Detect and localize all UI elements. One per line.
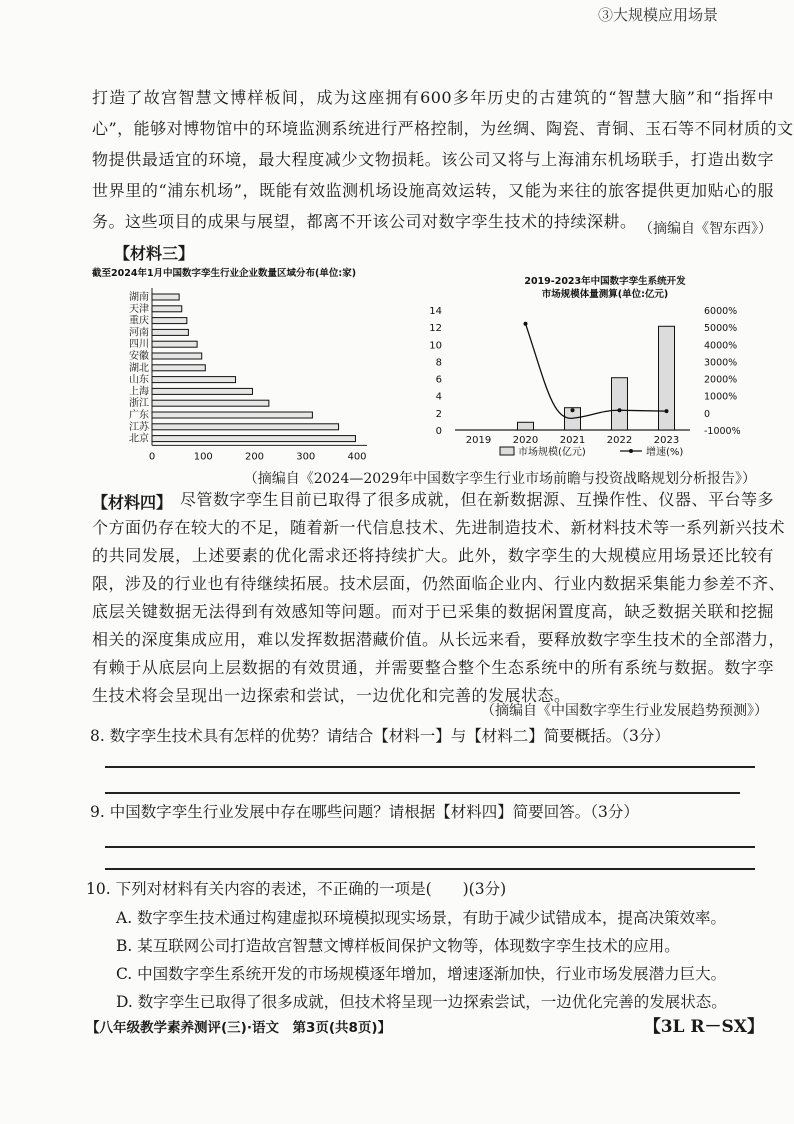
answer-line[interactable] — [105, 792, 740, 794]
y-left-tick-label: 8 — [435, 357, 442, 369]
region-bar-chart — [80, 262, 425, 462]
y-left-tick-label: 14 — [429, 306, 442, 317]
category-label: 北京 — [129, 433, 149, 445]
category-label: 河南 — [129, 327, 149, 339]
y-left-tick-label: 2 — [435, 408, 442, 420]
paragraph-line: 尽管数字孪生目前已取得了很多成就，但在新数据源、互操作性、仪器、平台等多 — [180, 490, 775, 509]
bar — [152, 424, 339, 430]
category-label: 广东 — [129, 410, 149, 421]
answer-line[interactable] — [105, 846, 755, 848]
growth-point — [665, 409, 669, 413]
bar — [152, 400, 269, 406]
chart-title: 2019-2023年中国数字孪生系统开发 — [524, 276, 686, 287]
growth-line — [526, 324, 667, 419]
chart-subtitle: 市场规模体量测算(单位:亿元) — [541, 289, 669, 300]
legend-label: 市场规模(亿元) — [518, 447, 586, 458]
y-left-tick-label: 12 — [429, 323, 442, 335]
paragraph-line: 务。这些项目的成果与展望，都离不开该公司对数字孪生技术的持续深耕。 — [92, 212, 637, 231]
source-citation: （摘编自《智东西》） — [639, 221, 772, 237]
growth-point — [618, 408, 622, 412]
category-label: 天津 — [129, 303, 149, 315]
y-right-tick-label: 3000% — [704, 357, 738, 369]
option-b[interactable]: B. 某互联网公司打造故宫智慧文博样板间保护文物等，体现数字孪生技术的应用。 — [116, 937, 680, 955]
legend-label: 增速(%) — [646, 447, 684, 458]
question-10: 10. 下列对材料有关内容的表述，不正确的一项是( )(3分) — [86, 880, 507, 898]
option-d[interactable]: D. 数字孪生已取得了很多成就，但技术将呈现一边探索尝试，一边优化完善的发展状态。 — [116, 993, 727, 1011]
answer-line[interactable] — [105, 868, 755, 870]
category-label: 上海 — [129, 386, 149, 398]
category-label: 湖南 — [129, 292, 149, 303]
y-right-tick-label: 1000% — [704, 391, 738, 403]
paragraph-line: 物提供最适宜的环境，最大程度减少文物损耗。该公司又将与上海浦东机场联手，打造出数字 — [92, 150, 774, 169]
bar — [612, 378, 628, 430]
paragraph-line: 打造了故宫智慧文博样板间，成为这座拥有600多年历史的古建筑的“智慧大脑”和“指挥中 — [92, 88, 774, 107]
x-tick-label: 2019 — [465, 435, 492, 446]
growth-point — [524, 322, 528, 326]
bar — [152, 377, 236, 383]
chart-title: 截至2024年1月中国数字孪生行业企业数量区域分布(单位:家) — [92, 268, 357, 279]
y-left-tick-label: 6 — [435, 374, 442, 386]
x-tick-label: 200 — [244, 451, 265, 462]
x-tick-label: 0 — [148, 451, 156, 462]
bar — [152, 318, 187, 324]
y-right-tick-label: 6000% — [704, 306, 738, 317]
y-right-tick-label: -1000% — [704, 426, 741, 437]
y-right-tick-label: 0 — [704, 408, 711, 420]
legend-line-marker — [629, 449, 633, 453]
material3-heading: 【材料三】 — [114, 244, 195, 263]
legend-bar-swatch — [500, 447, 514, 455]
y-right-tick-label: 5000% — [704, 323, 738, 335]
paragraph-line: 限，涉及的行业也有待继续拓展。技术层面，仍然面临企业内、行业内数据采集能力参差不齐、 — [92, 574, 786, 593]
y-left-tick-label: 4 — [435, 391, 442, 403]
question-8: 8. 数字孪生技术具有怎样的优势？请结合【材料一】与【材料二】简要概括。（3分） — [90, 727, 670, 745]
paragraph-line: 生技术将会呈现出一边探索和尝试，一边优化和完善的发展状态。 — [92, 686, 571, 705]
bar — [152, 436, 355, 442]
bar — [518, 422, 534, 430]
paragraph-line: 的共同发展，上述要素的优化需求还将持续扩大。此外，数字孪生的大规模应用场景还比较有 — [92, 546, 774, 565]
paragraph-line: 底层关键数据无法得到有效感知等问题。而对于已采集的数据闲置度高，缺乏数据关联和挖掘 — [92, 602, 774, 621]
x-tick-label: 2022 — [606, 435, 633, 446]
footer-left: 【八年级教学素养测评(三)·语文 第3页(共8页)】 — [86, 1020, 392, 1036]
bar — [152, 341, 197, 347]
paragraph-line: 世界里的“浦东机场”，既能有效监测机场设施高效运转，又能为来往的旅客提供更加贴心的服 — [92, 181, 774, 200]
paragraph-line: 相关的深度集成应用，难以发挥数据潜藏价值。从长远来看，要释放数字孪生技术的全部潜力， — [92, 630, 786, 649]
y-left-tick-label: 0 — [435, 426, 442, 437]
category-label: 安徽 — [129, 351, 149, 362]
category-label: 湖北 — [129, 362, 149, 374]
y-right-tick-label: 4000% — [704, 340, 738, 352]
bar — [659, 326, 675, 430]
bar — [152, 365, 205, 371]
header-partial: ③大规模应用场景 — [598, 6, 719, 24]
bar — [152, 306, 182, 312]
x-tick-label: 2021 — [559, 435, 586, 446]
bar — [152, 294, 179, 300]
x-tick-label: 300 — [296, 451, 316, 462]
market-size-chart — [420, 270, 790, 465]
y-right-tick-label: 2000% — [704, 374, 738, 386]
category-label: 重庆 — [129, 315, 149, 327]
question-9: 9. 中国数字孪生行业发展中存在哪些问题？请根据【材料四】简要回答。（3分） — [90, 803, 639, 821]
category-label: 四川 — [129, 339, 149, 351]
paragraph-line: 心”，能够对博物馆中的环境监测系统进行严格控制，为丝绸、陶瓷、青铜、玉石等不同材质的文 — [92, 119, 794, 138]
category-label: 浙江 — [129, 398, 149, 410]
bar — [152, 412, 312, 418]
x-tick-label: 100 — [193, 451, 213, 462]
source-citation: （摘编自《2024—2029年中国数字孪生行业市场前瞻与投资战略规划分析报告》） — [243, 471, 756, 487]
material4-heading: 【材料四】 — [92, 493, 173, 512]
growth-point — [571, 408, 575, 412]
paragraph-line: 有赖于从底层向上层数据的有效贯通，并需要整合整个生态系统中的所有系统与数据。数字孪 — [92, 658, 774, 677]
y-left-tick-label: 10 — [429, 340, 442, 352]
category-label: 山东 — [129, 374, 149, 386]
x-tick-label: 2020 — [512, 435, 539, 446]
answer-line[interactable] — [105, 766, 755, 768]
option-a[interactable]: A. 数字孪生技术通过构建虚拟环境模拟现实场景，有助于减少试错成本，提高决策效率。 — [116, 909, 727, 927]
footer-right: 【3L R－SX】 — [643, 1017, 764, 1037]
category-label: 江苏 — [129, 421, 149, 433]
bar — [152, 353, 202, 359]
bar — [152, 388, 252, 394]
x-tick-label: 400 — [347, 451, 367, 462]
source-citation: （摘编自《中国数字孪生行业发展趋势预测》） — [481, 703, 768, 719]
paragraph-line: 个方面仍存在较大的不足，随着新一代信息技术、先进制造技术、新材料技术等一系列新兴技术 — [92, 518, 786, 537]
option-c[interactable]: C. 中国数字孪生系统开发的市场规模逐年增加，增速逐渐加快，行业市场发展潜力巨大。 — [116, 965, 727, 983]
bar — [152, 329, 188, 335]
x-tick-label: 2023 — [653, 435, 680, 446]
